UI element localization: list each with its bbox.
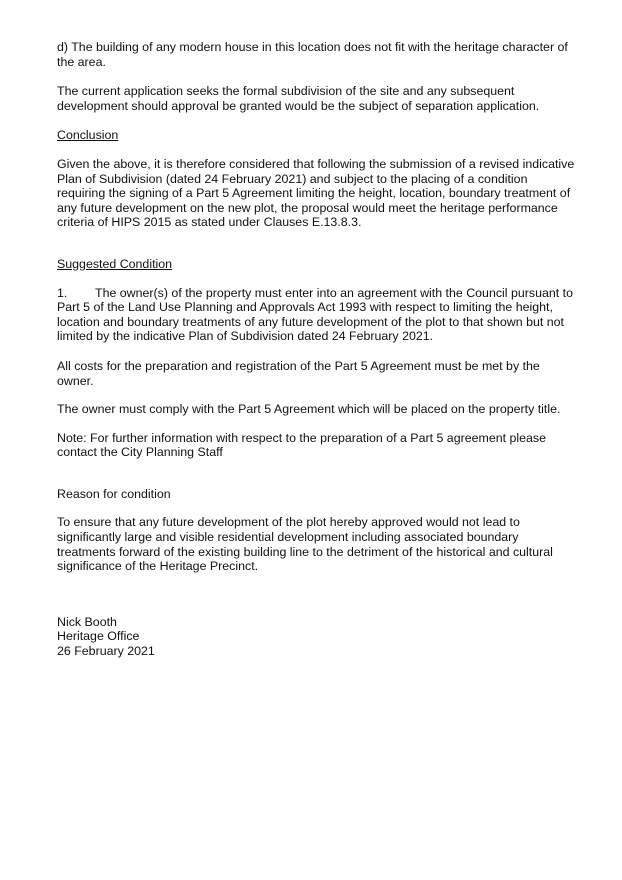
signature-name: Nick Booth xyxy=(57,614,117,629)
note-paragraph: Note: For further information with respect to the preparation of a Part 5 agreement please contact the City Planning Staff xyxy=(57,430,547,460)
costs-paragraph: All costs for the preparation and registration of the Part 5 Agreement must be met by the owner. xyxy=(57,358,540,388)
condition-item-text: The owner(s) of the property must enter into an agreement with the Council pursuant to Part 5 of the Land Use Planning and Approvals Act 1993 with respect to limiting the height, location and boundary treatments of any future development of the plot to that shown but not limited by the indicative Plan of Subdivision dated 24 February 2021. xyxy=(57,285,573,344)
reason-heading: Reason for condition xyxy=(57,486,171,501)
conclusion-paragraph: Given the above, it is therefore considered that following the submission of a revised indicative Plan of Subdivision (dated 24 February 2021) and subject to the placing of a condition requiring the signing of a Part 5 Agreement limiting the height, location, boundary treatment of any future development on the new plot, the proposal would meet the heritage performance criteria of HIPS 2015 as stated under Clauses E.13.8.3. xyxy=(57,156,575,230)
conclusion-heading: Conclusion xyxy=(57,128,119,143)
signature-date: 26 February 2021 xyxy=(57,644,155,659)
signature-block xyxy=(57,615,577,659)
reason-paragraph: To ensure that any future development of the plot hereby approved would not lead to significantly large and visible residential development including associated boundary treatments forward of the existing building line to the detriment of the historical and cultural significance of the Heritage Precinct. xyxy=(57,515,553,574)
condition-item xyxy=(57,286,577,344)
comply-paragraph: The owner must comply with the Part 5 Agreement which will be placed on the property title. xyxy=(57,402,561,417)
paragraph-d: d) The building of any modern house in this location does not fit with the heritage character of the area. xyxy=(57,40,568,69)
suggested-condition-heading: Suggested Condition xyxy=(57,256,173,271)
document-page xyxy=(57,40,577,659)
signature-office: Heritage Office xyxy=(57,629,140,644)
condition-item-number: 1. xyxy=(57,285,68,300)
paragraph-application: The current application seeks the formal subdivision of the site and any subsequent development should approval be granted would be the subject of separation application. xyxy=(57,84,540,113)
